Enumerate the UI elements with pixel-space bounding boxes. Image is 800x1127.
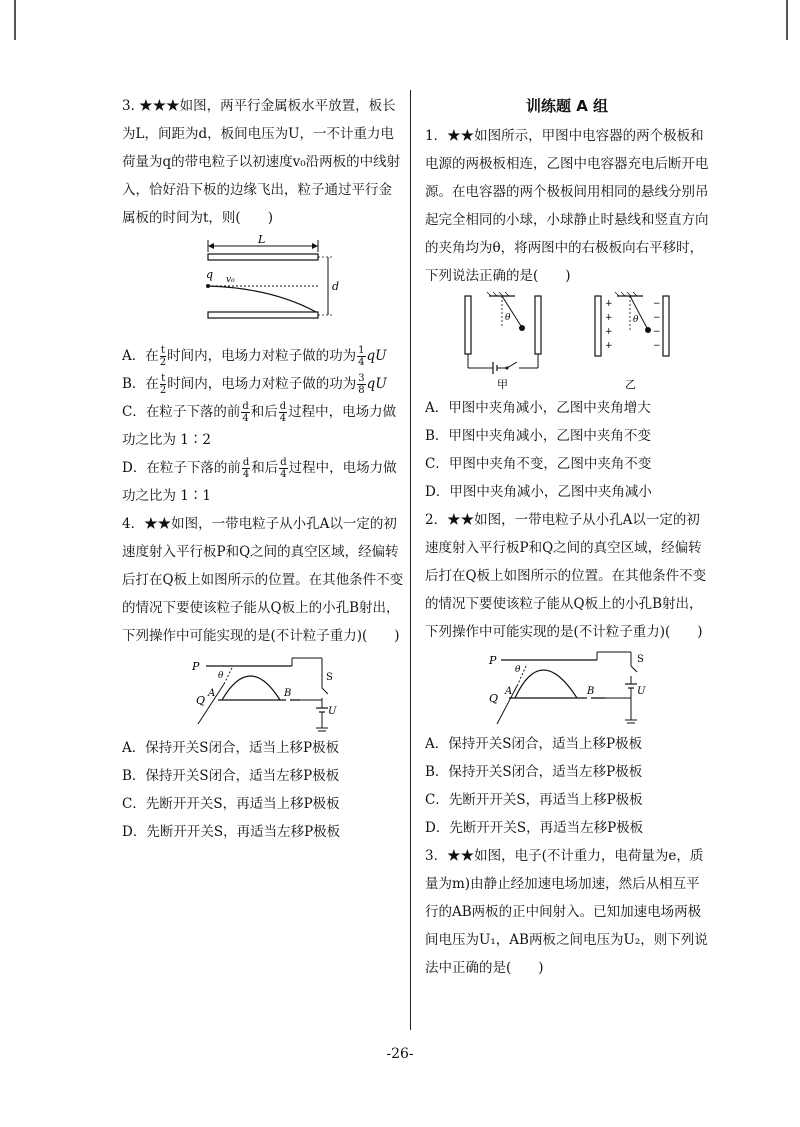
- q3-option-c: C．在粒子下落的前 $\frac{d}{4}$ 和后 $\frac{d}{4}$ 过程中，电场力做功之比为 1∶2: [122, 401, 397, 448]
- question-4-text: 4．★★如图，一带电粒子从小孔A以一定的初速度射入平行板P和Q之间的真空区域，经偏转后打在Q板上如图所示的位置。在其他条件不变的情况下要使该粒子能从Q板上的小孔B射出，下列操作中可能实现的是(不计粒子重力)( ): [122, 516, 404, 644]
- column-divider: [410, 90, 411, 1030]
- label-S: S: [637, 654, 644, 665]
- training-q1-option-b: B．甲图中夹角减小，乙图中夹角不变: [425, 428, 651, 444]
- training-q2-option-a: A．保持开关S闭合，适当上移P极板: [425, 736, 643, 752]
- label-jia: 甲: [497, 378, 508, 391]
- label-Q: Q: [489, 692, 499, 705]
- plus-sign: +: [605, 327, 613, 337]
- training-question-1-text: 1．★★如图所示，甲图中电容器的两个极板和电源的两极板相连，乙图中电容器充电后断开电源。在电容器的两个极板间用相同的悬线分别吊起完全相同的小球，小球静止时悬线和竖直方向的夹角均为θ，将两图中的右极板向右平移时，下列说法正确的是( ): [425, 128, 709, 284]
- scan-edge-right: [786, 0, 788, 40]
- q3-option-a: A．在 $\frac{t}{2}$ 时间内，电场力对粒子做的功为 $\frac{1}{4}$ qU: [122, 345, 387, 368]
- label-P: P: [489, 654, 497, 667]
- left-column: [122, 92, 404, 846]
- training-q1-option-d: D．甲图中夹角减小，乙图中夹角减小: [425, 484, 652, 500]
- label-U: U: [328, 706, 337, 717]
- deflection-figure-right: [425, 646, 709, 730]
- q4-option-d: D．先断开开关S，再适当左移P极板: [122, 824, 341, 840]
- capacitor-pendulum-figure: [425, 290, 709, 394]
- plus-sign: +: [605, 341, 613, 351]
- training-question-3-text: 3．★★如图，电子(不计重力，电荷量为e，质量为m)由静止经加速电场加速，然后从相互平行的AB两板的正中间射入。已知加速电场两极间电压为U₁，AB两板之间电压为U₂，则下列说法中正确的是( ): [425, 848, 708, 976]
- label-theta-yi: θ: [633, 315, 639, 325]
- label-S: S: [326, 672, 333, 683]
- minus-sign: −: [653, 341, 661, 351]
- label-U: U: [637, 686, 646, 697]
- label-theta: θ: [515, 665, 521, 675]
- deflection-figure-left: [122, 650, 404, 734]
- parallel-plates-figure: [122, 232, 404, 342]
- q3-option-b: B．在 $\frac{t}{2}$ 时间内，电场力对粒子做的功为 $\frac{3}{8}$ qU: [122, 373, 387, 396]
- minus-sign: −: [653, 299, 661, 309]
- q4-option-a: A．保持开关S闭合，适当上移P极板: [122, 740, 340, 756]
- scan-edge-left: [14, 0, 16, 40]
- label-A: A: [505, 686, 513, 697]
- label-theta: θ: [218, 671, 224, 681]
- label-yi: 乙: [625, 378, 636, 391]
- training-q1-option-a: A．甲图中夹角减小，乙图中夹角增大: [425, 400, 651, 416]
- label-theta-jia: θ: [505, 313, 511, 323]
- q4-option-b: B．保持开关S闭合，适当左移P极板: [122, 768, 340, 784]
- minus-sign: −: [653, 327, 661, 337]
- minus-sign: −: [653, 313, 661, 323]
- label-q: q: [206, 268, 214, 281]
- label-P: P: [192, 660, 200, 673]
- particle-trajectory: [208, 286, 316, 312]
- label-Q: Q: [196, 694, 206, 707]
- label-B: B: [587, 686, 595, 697]
- page-number: -26-: [386, 1046, 414, 1062]
- label-d: d: [332, 280, 340, 293]
- label-B: B: [284, 688, 292, 699]
- plus-sign: +: [605, 299, 613, 309]
- section-title: 训练题 A 组: [525, 97, 609, 115]
- label-A: A: [208, 688, 216, 699]
- q4-option-c: C．先断开开关S，再适当上移P极板: [122, 796, 340, 812]
- training-q1-option-c: C．甲图中夹角不变，乙图中夹角不变: [425, 456, 652, 472]
- training-question-2-text: 2．★★如图，一带电粒子从小孔A以一定的初速度射入平行板P和Q之间的真空区域，经偏转后打在Q板上如图所示的位置。在其他条件不变的情况下要使该粒子能从Q板上的小孔B射出，下列操作中可能实现的是(不计粒子重力)( ): [425, 512, 707, 640]
- right-column: [425, 92, 709, 982]
- question-3-text: 3. ★★★如图，两平行金属板水平放置，板长为L，间距为d，板间电压为U，一不计重力电荷量为q的带电粒子以初速度v₀沿两板的中线射入，恰好沿下板的边缘飞出，粒子通过平行金属板的时间为t，则( ): [122, 98, 401, 226]
- q3-option-d: D．在粒子下落的前 $\frac{d}{4}$ 和后 $\frac{d}{4}$ 过程中，电场力做功之比为 1∶1: [122, 457, 397, 504]
- training-q2-option-c: C．先断开开关S，再适当上移P极板: [425, 792, 643, 808]
- label-v0: v₀: [226, 275, 235, 285]
- training-q2-option-b: B．保持开关S闭合，适当左移P极板: [425, 764, 643, 780]
- plus-sign: +: [605, 313, 613, 323]
- label-L: L: [258, 233, 266, 246]
- training-q2-option-d: D．先断开开关S，再适当左移P极板: [425, 820, 644, 836]
